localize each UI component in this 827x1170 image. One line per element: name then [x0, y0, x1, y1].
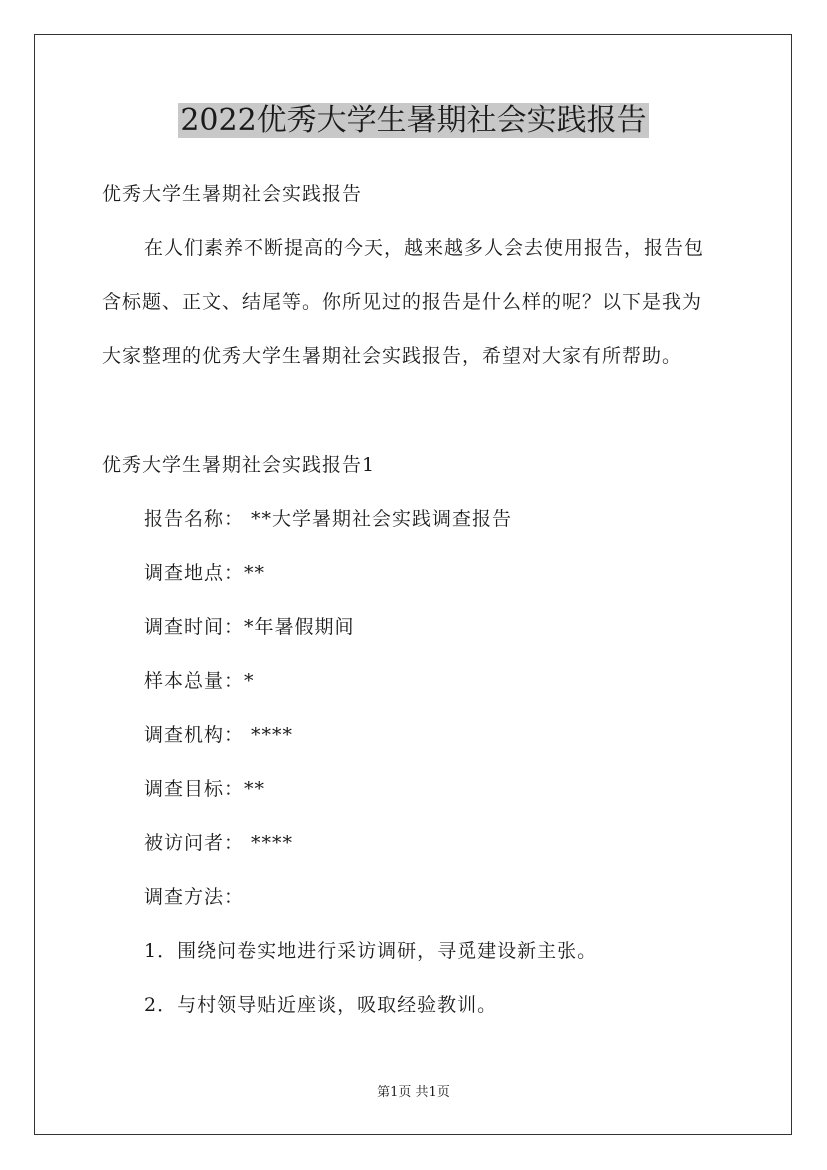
field-report-name: 报告名称： **大学暑期社会实践调查报告	[144, 508, 513, 530]
intro-line-3: 大家整理的优秀大学生暑期社会实践报告，希望对大家有所帮助。	[102, 345, 683, 367]
method-item-1: 1．围绕问卷实地进行采访调研，寻觅建设新主张。	[144, 940, 598, 962]
field-interviewees: 被访问者： ****	[144, 832, 294, 854]
intro-line-1: 在人们素养不断提高的今天，越来越多人会去使用报告，报告包	[144, 237, 705, 259]
field-survey-location: 调查地点：**	[144, 562, 266, 584]
section-heading: 优秀大学生暑期社会实践报告1	[102, 454, 376, 476]
intro-line-2: 含标题、正文、结尾等。你所见过的报告是什么样的呢？以下是我为	[102, 291, 703, 313]
field-survey-agency: 调查机构： ****	[144, 724, 294, 746]
document-title-text: 2022优秀大学生暑期社会实践报告	[180, 103, 647, 138]
field-survey-method: 调查方法：	[144, 886, 245, 908]
field-sample-size: 样本总量：*	[144, 670, 255, 692]
page-footer: 第1页 共1页	[377, 1085, 450, 1100]
field-survey-time: 调查时间：*年暑假期间	[144, 616, 355, 638]
field-survey-goal: 调查目标：**	[144, 778, 266, 800]
method-item-2: 2．与村领导贴近座谈，吸取经验教训。	[144, 994, 498, 1016]
document-subtitle: 优秀大学生暑期社会实践报告	[102, 183, 363, 205]
document-title	[0, 100, 827, 142]
